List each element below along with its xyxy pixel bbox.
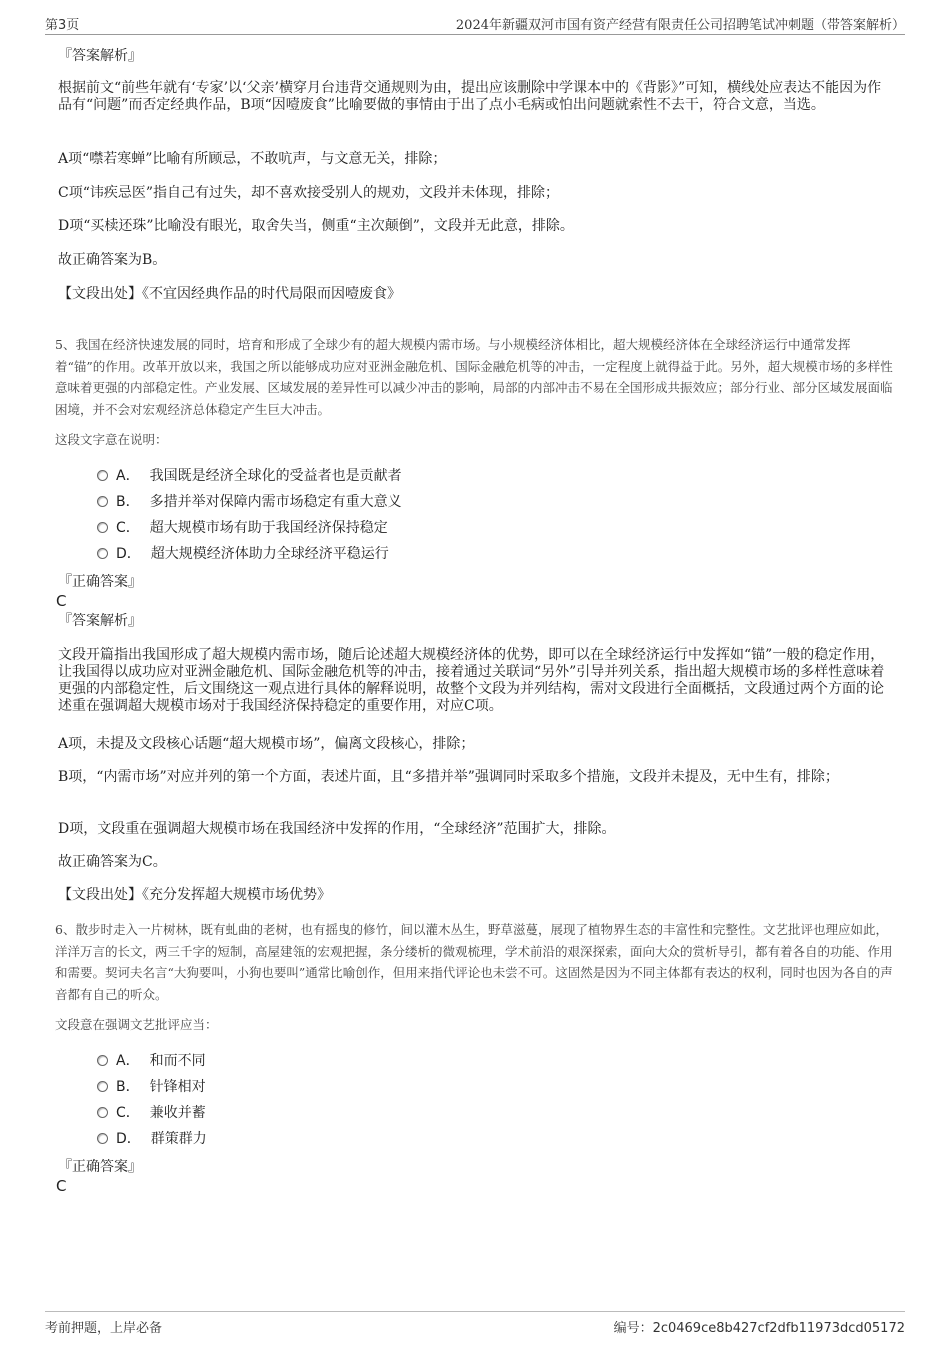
radio-button[interactable] — [97, 1133, 108, 1144]
q5-correct-label: 『正确答案』 — [58, 574, 142, 590]
document-id — [614, 1317, 905, 1336]
q6-passage: 6、散步时走入一片树林，既有虬曲的老树，也有摇曳的修竹，间以灌木丛生，野草滋蔓，展现了植物界生态的丰富性和完整性。文艺批评也理应如此，洋洋万言的长文，两三千字的短制，高屋建瓴的宏观把握，条分缕析的微观梳理，学术前沿的艰深探索，面向大众的赏析导引，都有着各自的功能、作用和需要。契诃夫名言“大狗要叫，小狗也要叫”通常比喻创作，但用来指代评论也未尝不可。这固然是因为不同主体都有表达的权利，同时也因为各自的声音都有自己的听众。 — [55, 922, 893, 1002]
q5-option-d[interactable]: D． 超大规模经济体助力全球经济平稳运行 — [97, 545, 389, 563]
q5-analysis-label: 『答案解析』 — [58, 613, 142, 629]
q6-option-c[interactable]: C． 兼收并蓄 — [97, 1104, 206, 1122]
q5-passage: 5、我国在经济快速发展的同时，培育和形成了全球少有的超大规模内需市场。与小规模经济体相比，超大规模经济体在全球经济运行中通常发挥着“锚”的作用。改革开放以来，我国之所以能够成功应对亚洲金融危机、国际金融危机等的冲击，一定程度上就得益于此。另外，超大规模市场的多样性意味着更强的内部稳定性。产业发展、区域发展的差异性可以减少冲击的影响，局部的内部冲击不易在全国形成共振效应；部分行业、部分区域发展面临困境，并不会对宏观经济总体稳定产生巨大冲击。 — [55, 337, 893, 417]
q6-option-d[interactable]: D． 群策群力 — [97, 1130, 207, 1148]
radio-button[interactable] — [97, 470, 108, 481]
q5-analysis: 文段开篇指出我国形成了超大规模内需市场，随后论述超大规模经济体的优势，即可以在全球经济运行中发挥如“锚”一般的稳定作用，让我国得以成功应对亚洲金融危机、国际金融危机等的冲击，接着通过关联词“另外”引导并列关系，指出超大规模市场的多样性意味着更强的内部稳定性，后文围绕这一观点进行具体的解释说明，故整个文段为并列结构，需对文段进行全面概括，文段通过两个方面的论述重在强调超大规模市场对于我国经济保持稳定的重要作用，对应C项。 — [58, 647, 885, 714]
q5-option-b-note: B项，“内需市场”对应并列的第一个方面，表述片面，且“多措并举”强调同时采取多个措施，文段并未提及，无中生有，排除； — [58, 769, 839, 785]
radio-button[interactable] — [97, 1055, 108, 1066]
q5-conclusion: 故正确答案为C。 — [58, 854, 167, 870]
q5-option-a-note: A项，未提及文段核心话题“超大规模市场”，偏离文段核心，排除； — [58, 736, 475, 752]
q5-option-d-note: D项，文段重在强调超大规模市场在我国经济中发挥的作用，“全球经济”范围扩大，排除。 — [58, 821, 616, 837]
document-id-label: 编号： — [613, 1321, 653, 1336]
q5-option-b[interactable]: B． 多措并举对保障内需市场稳定有重大意义 — [97, 493, 402, 511]
radio-button[interactable] — [97, 548, 108, 559]
q6-question: 文段意在强调文艺批评应当： — [55, 1017, 218, 1032]
q6-option-a[interactable]: A． 和而不同 — [97, 1052, 206, 1070]
q4-source: 【文段出处】《不宜因经典作品的时代局限而因噎废食》 — [58, 286, 401, 302]
q4-conclusion: 故正确答案为B。 — [58, 252, 167, 268]
q4-option-c-note: C项“讳疾忌医”指自己有过失，却不喜欢接受别人的规劝，文段并未体现，排除； — [58, 185, 560, 201]
radio-button[interactable] — [97, 1081, 108, 1092]
q5-option-a[interactable]: A． 我国既是经济全球化的受益者也是贡献者 — [97, 467, 402, 485]
q5-source: 【文段出处】《充分发挥超大规模市场优势》 — [58, 887, 331, 903]
q5-option-c[interactable]: C． 超大规模市场有助于我国经济保持稳定 — [97, 519, 388, 537]
document-id-value: 2c0469ce8b427cf2dfb11973dcd05172 — [652, 1321, 905, 1336]
q5-question: 这段文字意在说明： — [55, 432, 168, 447]
page-footer — [45, 1311, 905, 1336]
document-title: 2024年新疆双河市国有资产经营有限责任公司招聘笔试冲刺题（带答案解析） — [455, 18, 905, 33]
q6-option-b[interactable]: B． 针锋相对 — [97, 1078, 206, 1096]
q6-correct-label: 『正确答案』 — [58, 1159, 142, 1175]
q4-option-d-note: D项“买椟还珠”比喻没有眼光，取舍失当，侧重“主次颠倒”，文段并无此意，排除。 — [58, 218, 574, 234]
q4-analysis-label: 『答案解析』 — [58, 48, 142, 64]
page-header — [45, 14, 905, 35]
q4-analysis: 根据前文“前些年就有‘专家’以‘父亲’横穿月台违背交通规则为由，提出应该删除中学课本中的《背影》”可知，横线处应表达不能因为作品有“问题”而否定经典作品，B项“因噎废食”比喻要做的事情由于出了点小毛病或怕出问题就索性不去干，符合文意，当选。 — [58, 80, 882, 113]
radio-button[interactable] — [97, 522, 108, 533]
footer-slogan: 考前押题，上岸必备 — [45, 1321, 163, 1336]
q6-correct-answer: C — [56, 1177, 67, 1195]
q5-correct-answer: C — [56, 592, 67, 610]
q4-option-a-note: A项“噤若寒蝉”比喻有所顾忌，不敢吭声，与文意无关，排除； — [58, 151, 447, 167]
radio-button[interactable] — [97, 496, 108, 507]
radio-button[interactable] — [97, 1107, 108, 1118]
page-number: 第3页 — [45, 18, 80, 33]
